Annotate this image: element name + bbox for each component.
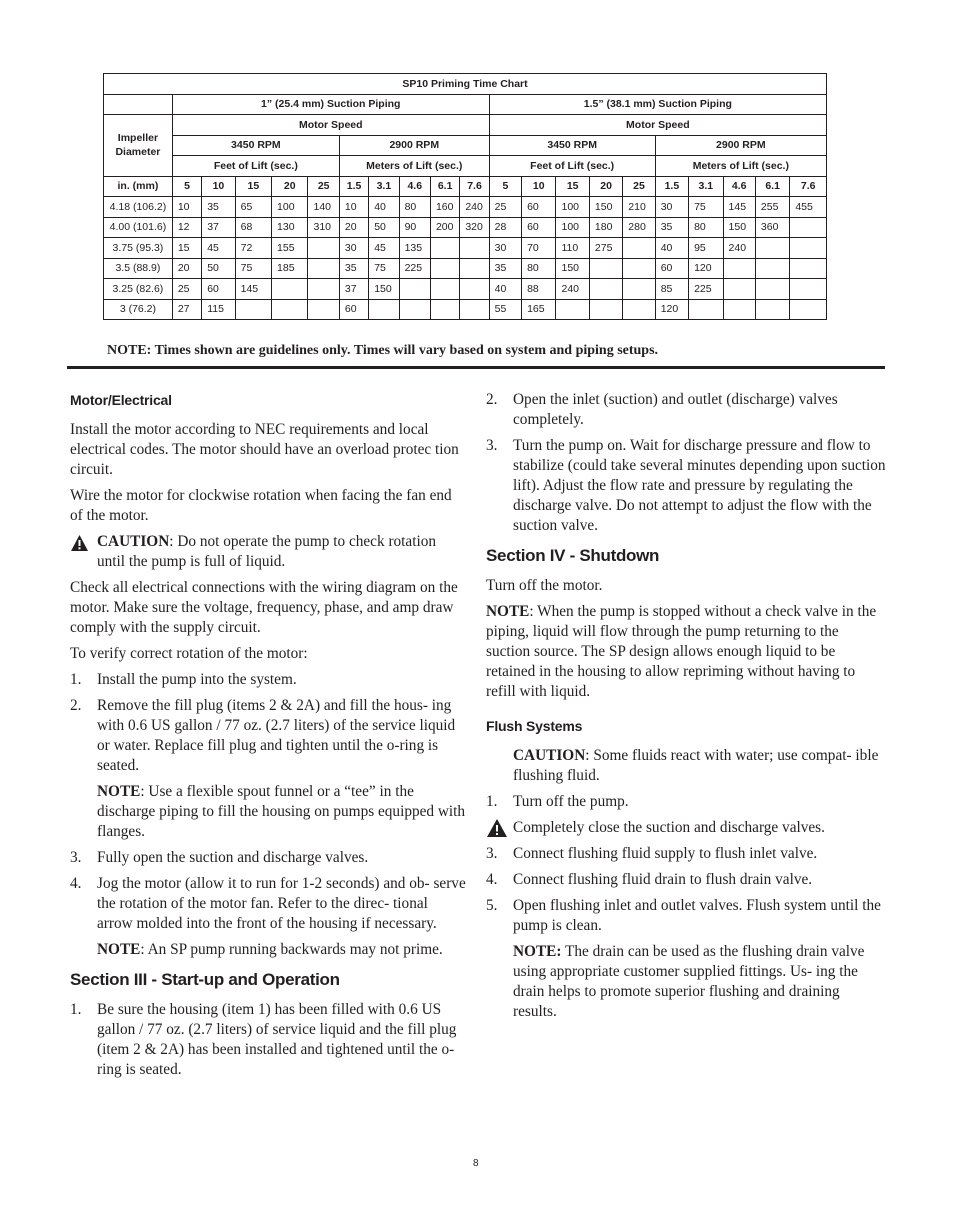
section-4-heading: Section IV - Shutdown <box>486 546 660 565</box>
priming-time-table <box>103 73 827 320</box>
time-cell: 240 <box>556 279 589 300</box>
lift-value-header: 3.1 <box>369 176 399 197</box>
time-cell <box>308 258 339 279</box>
time-cell: 35 <box>655 217 688 238</box>
lift-value-header: 10 <box>202 176 235 197</box>
table-row <box>104 299 827 320</box>
list-item: 3. Connect flushing fluid supply to flush inlet valve. <box>486 845 818 862</box>
motor-electrical-heading: Motor/Electrical <box>70 392 172 408</box>
unit-header: in. (mm) <box>104 176 173 197</box>
time-cell <box>556 299 589 320</box>
time-cell: 100 <box>272 197 308 218</box>
time-cell: 200 <box>430 217 459 238</box>
time-cell: 150 <box>369 279 399 300</box>
time-cell: 130 <box>272 217 308 238</box>
time-cell: 40 <box>369 197 399 218</box>
time-cell: 150 <box>723 217 755 238</box>
time-cell: 455 <box>790 197 827 218</box>
time-cell: 180 <box>589 217 622 238</box>
time-cell <box>369 299 399 320</box>
time-cell: 12 <box>172 217 201 238</box>
list-item: 2. Remove the fill plug (items 2 & 2A) and fill the hous- ing with 0.6 US gallon / 77 oz. (2.7 liters) of the service liquid or water. Replace fill plug and tighten until the o-ring is seated. <box>70 697 456 774</box>
time-cell <box>790 217 827 238</box>
section-3-heading: Section III - Start-up and Operation <box>70 970 340 989</box>
motor-speed-header: Motor Speed <box>489 115 826 136</box>
page-number: 8 <box>473 1158 479 1169</box>
time-cell <box>790 279 827 300</box>
time-cell: 68 <box>235 217 271 238</box>
time-cell <box>755 279 789 300</box>
time-cell <box>460 258 489 279</box>
time-cell: 75 <box>369 258 399 279</box>
table-note: NOTE: Times shown are guidelines only. Times will vary based on system and piping setups. <box>107 343 659 358</box>
time-cell <box>689 299 723 320</box>
time-cell: 15 <box>172 238 201 259</box>
time-cell <box>235 299 271 320</box>
caution-block: CAUTION: Some fluids react with water; use compat- ible flushing fluid. <box>513 747 879 784</box>
time-cell: 88 <box>522 279 556 300</box>
lift-value-header: 25 <box>623 176 655 197</box>
time-cell: 37 <box>202 217 235 238</box>
time-cell: 35 <box>202 197 235 218</box>
list-item: 1. Be sure the housing (item 1) has been filled with 0.6 US gallon / 77 oz. (2.7 liters) of service liquid and the fill plug (item 2 & 2A) has been installed and tightened until the o-ring is seated. <box>70 1001 457 1078</box>
impeller-diameter-cell: 3.5 (88.9) <box>104 258 173 279</box>
time-cell: 100 <box>556 217 589 238</box>
time-cell: 28 <box>489 217 521 238</box>
table-row <box>104 217 827 238</box>
list-item: Completely close the suction and discharge valves. <box>486 818 886 838</box>
time-cell: 85 <box>655 279 688 300</box>
time-cell: 280 <box>623 217 655 238</box>
time-cell: 60 <box>522 217 556 238</box>
priming-time-chart <box>103 73 827 320</box>
time-cell: 45 <box>202 238 235 259</box>
table-row <box>104 197 827 218</box>
time-cell: 115 <box>202 299 235 320</box>
lift-header: Meters of Lift (sec.) <box>339 156 489 177</box>
lift-value-header: 7.6 <box>460 176 489 197</box>
rpm-header: 2900 RPM <box>655 135 826 156</box>
time-cell: 50 <box>202 258 235 279</box>
time-cell: 160 <box>430 197 459 218</box>
note-block: NOTE: The drain can be used as the flushing drain valve using appropriate customer supplied fittings. Us- ing the drain helps to promote superior flushing and draining results. <box>513 943 865 1020</box>
list-item: 5. Open flushing inlet and outlet valves. Flush system until the pump is clean. <box>486 897 881 934</box>
time-cell: 120 <box>655 299 688 320</box>
lift-value-header: 4.6 <box>399 176 430 197</box>
time-cell: 145 <box>235 279 271 300</box>
warning-triangle-icon <box>70 534 89 552</box>
time-cell: 50 <box>369 217 399 238</box>
time-cell <box>623 238 655 259</box>
time-cell: 80 <box>399 197 430 218</box>
time-cell: 155 <box>272 238 308 259</box>
time-cell: 65 <box>235 197 271 218</box>
lift-value-header: 20 <box>272 176 308 197</box>
lift-value-header: 5 <box>172 176 201 197</box>
time-cell: 320 <box>460 217 489 238</box>
time-cell: 210 <box>623 197 655 218</box>
lift-value-header: 3.1 <box>689 176 723 197</box>
time-cell: 95 <box>689 238 723 259</box>
right-column <box>486 390 886 1028</box>
time-cell: 70 <box>522 238 556 259</box>
time-cell: 80 <box>689 217 723 238</box>
time-cell: 30 <box>489 238 521 259</box>
table-row <box>104 258 827 279</box>
motor-speed-header: Motor Speed <box>172 115 489 136</box>
impeller-diameter-cell: 3.25 (82.6) <box>104 279 173 300</box>
time-cell <box>623 299 655 320</box>
time-cell <box>755 238 789 259</box>
lift-value-header: 4.6 <box>723 176 755 197</box>
time-cell: 60 <box>655 258 688 279</box>
note-block: NOTE: An SP pump running backwards may not prime. <box>97 941 443 958</box>
time-cell: 185 <box>272 258 308 279</box>
time-cell <box>755 258 789 279</box>
time-cell <box>790 258 827 279</box>
blank-cell <box>104 94 173 115</box>
list-item: 1. Install the pump into the system. <box>70 671 297 688</box>
time-cell: 310 <box>308 217 339 238</box>
time-cell: 30 <box>655 197 688 218</box>
group-header-1-5in: 1.5” (38.1 mm) Suction Piping <box>489 94 826 115</box>
time-cell: 165 <box>522 299 556 320</box>
lift-value-header: 15 <box>235 176 271 197</box>
caution-text: : Do not operate the pump to check rotation until the pump is full of liquid. <box>97 533 437 570</box>
impeller-diameter-cell: 3 (76.2) <box>104 299 173 320</box>
time-cell: 20 <box>172 258 201 279</box>
time-cell: 27 <box>172 299 201 320</box>
time-cell: 135 <box>399 238 430 259</box>
time-cell: 25 <box>489 197 521 218</box>
time-cell <box>723 258 755 279</box>
time-cell: 10 <box>172 197 201 218</box>
time-cell: 225 <box>689 279 723 300</box>
time-cell: 120 <box>689 258 723 279</box>
time-cell: 40 <box>655 238 688 259</box>
list-item: 4. Jog the motor (allow it to run for 1-2 seconds) and ob- serve the rotation of the motor fan. Refer to the direc- tional arrow molded into the front of the housing if necessary. <box>70 875 466 932</box>
time-cell: 255 <box>755 197 789 218</box>
time-cell <box>589 279 622 300</box>
time-cell <box>790 299 827 320</box>
time-cell: 55 <box>489 299 521 320</box>
time-cell: 75 <box>689 197 723 218</box>
rpm-header: 3450 RPM <box>172 135 339 156</box>
time-cell <box>308 279 339 300</box>
table-title: SP10 Priming Time Chart <box>104 74 827 95</box>
time-cell: 75 <box>235 258 271 279</box>
list-item: 3. Turn the pump on. Wait for discharge pressure and flow to stabilize (could take several minutes depending upon suction lift). Adjust the flow rate and pressure by regulating the discharge valve. Do not attempt to adjust the flow with the suction valve. <box>486 437 886 534</box>
time-cell: 150 <box>556 258 589 279</box>
time-cell: 10 <box>339 197 368 218</box>
paragraph: Turn off the motor. <box>486 577 603 594</box>
impeller-diameter-header: Impeller Diameter <box>104 115 173 177</box>
lift-value-header: 7.6 <box>790 176 827 197</box>
lift-value-header: 1.5 <box>339 176 368 197</box>
left-column <box>70 390 466 1086</box>
time-cell: 360 <box>755 217 789 238</box>
time-cell: 35 <box>489 258 521 279</box>
impeller-diameter-cell: 4.00 (101.6) <box>104 217 173 238</box>
lift-header: Feet of Lift (sec.) <box>172 156 339 177</box>
time-cell: 110 <box>556 238 589 259</box>
time-cell: 60 <box>522 197 556 218</box>
time-cell <box>723 299 755 320</box>
note-paragraph: NOTE: When the pump is stopped without a check valve in the piping, liquid will flow through the pump returning to the suction source. The SP design allows enough liquid to be retained in the housing to allow repriming without having to refill with liquid. <box>486 603 877 700</box>
time-cell: 100 <box>556 197 589 218</box>
time-cell <box>623 258 655 279</box>
time-cell: 20 <box>339 217 368 238</box>
time-cell: 90 <box>399 217 430 238</box>
warning-triangle-icon <box>486 818 508 838</box>
time-cell <box>430 238 459 259</box>
time-cell <box>723 279 755 300</box>
lift-value-header: 1.5 <box>655 176 688 197</box>
time-cell <box>399 279 430 300</box>
time-cell <box>399 299 430 320</box>
time-cell <box>790 238 827 259</box>
time-cell <box>272 279 308 300</box>
lift-header: Meters of Lift (sec.) <box>655 156 826 177</box>
time-cell: 37 <box>339 279 368 300</box>
time-cell: 45 <box>369 238 399 259</box>
note-block: NOTE: Use a flexible spout funnel or a “tee” in the discharge piping to fill the housing on pumps equipped with flanges. <box>97 783 466 840</box>
paragraph: To verify correct rotation of the motor: <box>70 645 308 662</box>
time-cell: 30 <box>339 238 368 259</box>
flush-systems-heading: Flush Systems <box>486 718 583 734</box>
paragraph: Install the motor according to NEC requirements and local electrical codes. The motor should have an overload protec tion circuit. <box>70 421 459 478</box>
lift-value-header: 15 <box>556 176 589 197</box>
time-cell <box>308 299 339 320</box>
time-cell <box>460 299 489 320</box>
time-cell <box>430 258 459 279</box>
time-cell: 275 <box>589 238 622 259</box>
time-cell <box>755 299 789 320</box>
time-cell: 150 <box>589 197 622 218</box>
list-item: 4. Connect flushing fluid drain to flush drain valve. <box>486 871 813 888</box>
time-cell <box>308 238 339 259</box>
time-cell <box>430 299 459 320</box>
list-item: 2. Open the inlet (suction) and outlet (discharge) valves completely. <box>486 391 838 428</box>
lift-value-header: 6.1 <box>430 176 459 197</box>
time-cell: 145 <box>723 197 755 218</box>
time-cell <box>589 258 622 279</box>
impeller-diameter-cell: 4.18 (106.2) <box>104 197 173 218</box>
time-cell: 72 <box>235 238 271 259</box>
impeller-diameter-cell: 3.75 (95.3) <box>104 238 173 259</box>
list-item: 3. Fully open the suction and discharge valves. <box>70 849 369 866</box>
caution-block <box>70 532 466 572</box>
time-cell: 40 <box>489 279 521 300</box>
section-divider <box>67 366 885 369</box>
time-cell <box>589 299 622 320</box>
caution-label: CAUTION <box>97 533 170 550</box>
paragraph: Check all electrical connections with the wiring diagram on the motor. Make sure the voltage, frequency, phase, and amp draw comply with the supply circuit. <box>70 579 458 636</box>
time-cell <box>272 299 308 320</box>
time-cell: 240 <box>723 238 755 259</box>
lift-header: Feet of Lift (sec.) <box>489 156 655 177</box>
time-cell: 240 <box>460 197 489 218</box>
time-cell: 225 <box>399 258 430 279</box>
lift-value-header: 20 <box>589 176 622 197</box>
time-cell: 60 <box>202 279 235 300</box>
lift-value-header: 5 <box>489 176 521 197</box>
rpm-header: 2900 RPM <box>339 135 489 156</box>
lift-value-header: 10 <box>522 176 556 197</box>
time-cell: 60 <box>339 299 368 320</box>
paragraph: Wire the motor for clockwise rotation when facing the fan end of the motor. <box>70 487 452 524</box>
group-header-1in: 1” (25.4 mm) Suction Piping <box>172 94 489 115</box>
list-item: 1. Turn off the pump. <box>486 793 629 810</box>
time-cell: 35 <box>339 258 368 279</box>
table-row <box>104 279 827 300</box>
time-cell <box>460 279 489 300</box>
time-cell <box>430 279 459 300</box>
time-cell: 25 <box>172 279 201 300</box>
table-row <box>104 238 827 259</box>
time-cell: 80 <box>522 258 556 279</box>
lift-value-header: 6.1 <box>755 176 789 197</box>
time-cell: 140 <box>308 197 339 218</box>
lift-value-header: 25 <box>308 176 339 197</box>
rpm-header: 3450 RPM <box>489 135 655 156</box>
time-cell <box>623 279 655 300</box>
time-cell <box>460 238 489 259</box>
